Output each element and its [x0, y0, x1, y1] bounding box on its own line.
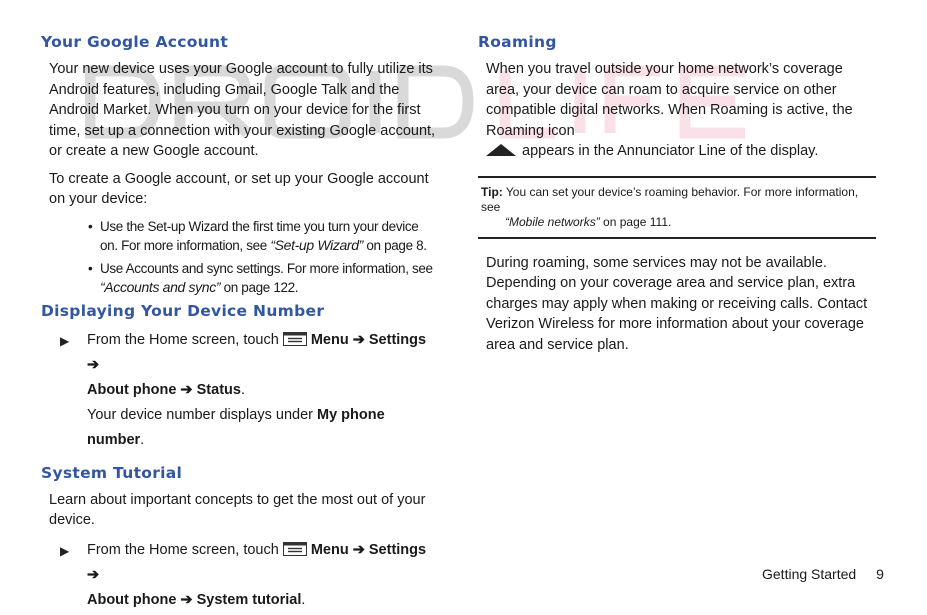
menu-icon	[283, 542, 307, 556]
tutorial-paragraph: Learn about important concepts to get the most out of your device.	[49, 491, 426, 528]
heading-google-account: Your Google Account	[41, 33, 229, 51]
footer-section: Getting Started	[762, 566, 857, 582]
device-number-step-cont: About phone ➔ Status.	[87, 381, 245, 398]
tip-box: Tip: You can set your device’s roaming behavior. For more information, see “Mobile networks” on page 111.	[478, 176, 876, 239]
list-item: • Use the Set-up Wizard the first time you turn your device on. For more information, see “Set-up Wizard” on page 8.	[88, 217, 436, 255]
tutorial-step: ▶ From the Home screen, touch Menu ➔ Settings ➔	[41, 538, 436, 588]
right-column	[478, 32, 876, 355]
page-number: 9	[876, 566, 884, 582]
menu-icon	[283, 332, 307, 346]
create-account-paragraph: To create a Google account, or set up your Google account on your device:	[49, 170, 429, 207]
heading-device-number: Displaying Your Device Number	[41, 301, 325, 320]
heading-system-tutorial: System Tutorial	[41, 463, 183, 482]
device-number-result: Your device number displays under My phone number.	[87, 406, 385, 448]
roaming-icon	[486, 142, 516, 154]
google-account-paragraph: Your new device uses your Google account to fully utilize its Android features, including Gmail, Google Talk and the Android Market. When you turn on your device for the first time, set up a connection with your existing Google account, or create a new Google account.	[49, 61, 436, 159]
heading-roaming: Roaming	[478, 33, 557, 51]
step-arrow-icon: ▶	[60, 543, 70, 558]
left-column	[41, 32, 436, 613]
step-arrow-icon: ▶	[60, 333, 70, 348]
account-options-list	[41, 217, 436, 297]
mobile-networks-link[interactable]: “Mobile networks”	[505, 214, 600, 229]
accounts-sync-link[interactable]: “Accounts and sync”	[100, 278, 221, 295]
setup-wizard-link[interactable]: “Set-up Wizard”	[270, 236, 363, 253]
roaming-charges-paragraph: During roaming, some services may not be available. Depending on your coverage area and service plan, extra charges may apply when making or receiving calls. Contact Verizon Wireless for more information about your coverage area and service plan.	[486, 254, 868, 353]
tutorial-step-cont: About phone ➔ System tutorial.	[87, 591, 306, 608]
list-item: • Use Accounts and sync settings. For more information, see “Accounts and sync” on page 122.	[88, 259, 436, 297]
roaming-paragraph: When you travel outside your home network’s coverage area, your device can roam to acquire service on other compatible digital networks. When Roaming is active, the Roaming icon appears in the Annunciator Line of the display.	[486, 61, 853, 159]
device-number-step: ▶ From the Home screen, touch Menu ➔ Settings ➔	[41, 328, 436, 378]
page-footer	[762, 565, 884, 583]
